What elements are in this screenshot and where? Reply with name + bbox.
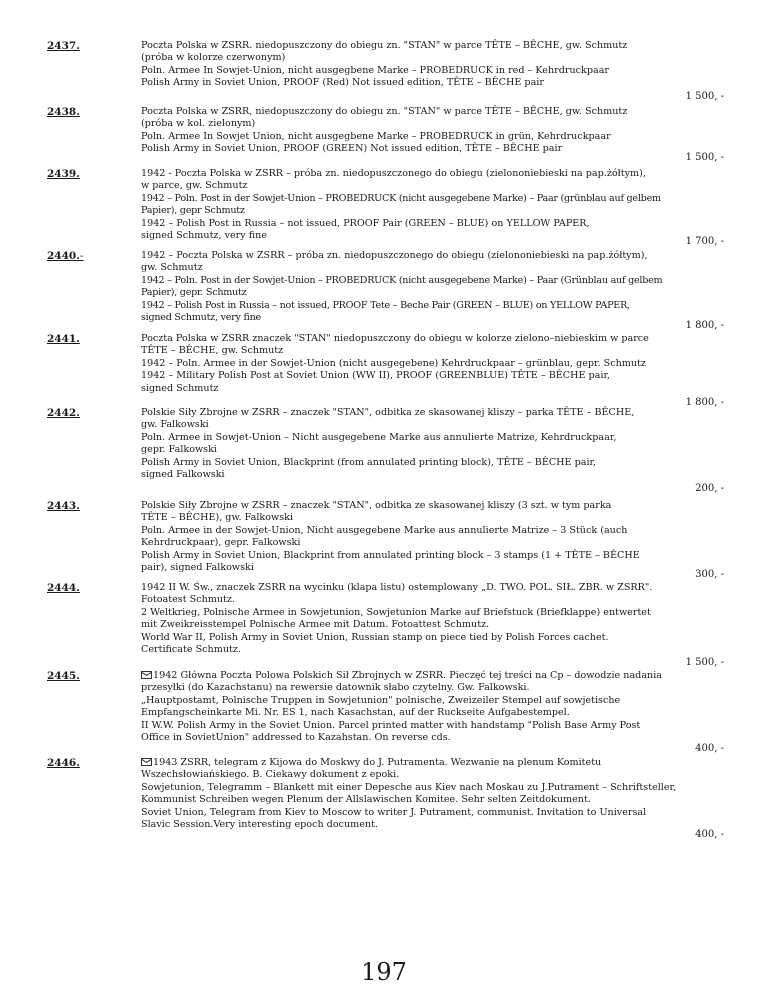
lot-description-text: 1942 Główna Poczta Polowa Polskich Sił Zbrojnych w ZSRR. Pieczęć tej treści na Cp – dowodzie nadania — [153, 670, 663, 681]
lot-description-line — [141, 594, 661, 606]
lot-description-text: (próba w kolorze czerwonym) — [141, 52, 286, 64]
lot-description-line — [141, 65, 661, 77]
lot-description-text: TÊTE – BÊCHE), gw. Falkowski — [141, 512, 294, 524]
envelope-icon — [141, 671, 152, 679]
lot-description-text: Polish Army in Soviet Union, Blackprint (from annulated printing block), TÊTE – BÊCHE pair, — [141, 456, 597, 468]
lot-description-line — [141, 732, 661, 744]
lot-description-line — [141, 345, 661, 357]
lot-description-line — [141, 358, 661, 370]
lot-description-line — [141, 619, 661, 631]
lot-description-line — [141, 525, 661, 537]
lot-description-line — [141, 682, 661, 694]
lot-description-line — [141, 106, 661, 118]
lot-description-line — [141, 143, 661, 155]
lot-description — [141, 407, 661, 481]
lot-description-line — [141, 370, 661, 382]
lot-description-line — [141, 562, 661, 574]
lot-description-text: signed Schmutz, very fine — [141, 312, 261, 324]
lot-description-line — [141, 769, 661, 781]
lot-description-text: Fotoatest Schmutz. — [141, 594, 235, 606]
lot-description-line — [141, 180, 661, 192]
lot-description-line — [141, 632, 661, 644]
lot-description-text: Poln. Armee In Sowjet-Union, nicht ausgegbene Marke – PROBEDRUCK in red – Kehrdruckpaar — [141, 64, 610, 76]
lot-price: 1 800, - — [685, 320, 724, 331]
lot-description-text: pair), signed Falkowski — [141, 562, 254, 574]
lot-number — [47, 670, 80, 682]
lot-description-line — [141, 537, 661, 549]
lot-number-suffix: - — [79, 250, 84, 262]
lot-description-line — [141, 383, 661, 395]
lot-description-text: Certificate Schmutz. — [141, 644, 241, 656]
lot-number-text: 2438. — [47, 106, 80, 118]
lot-description-line — [141, 807, 661, 819]
lot-description-text: Wszechsłowiańskiego. B. Ciekawy dokument z epoki. — [141, 769, 400, 781]
lot-description-text: 1942 – Polish Post in Russia – not issued, PROOF Pair (GREEN – BLUE) on YELLOW PAPER, — [141, 217, 590, 229]
lot-description-text: Sowjetunion, Telegramm – Blankett mit einer Depesche aus Kiev nach Moskau zu J.Putrament – Schriftsteller, — [141, 781, 677, 793]
lot-description-text: Poln. Armee in der Sowjet-Union, Nicht ausgegebene Marke aus annulierte Matrize – 3 Stück (auch — [141, 524, 628, 536]
lot-description-line — [141, 469, 661, 481]
envelope-icon — [141, 758, 152, 766]
lot-description — [141, 582, 661, 656]
lot-description-text: World War II, Polish Army in Soviet Union, Russian stamp on piece tied by Polish Forces cachet. — [141, 631, 609, 643]
lot-description-text: (próba w kol. zielonym) — [141, 118, 256, 130]
lot-description-line — [141, 52, 661, 64]
lot-number — [47, 500, 80, 512]
lot-description-line — [141, 312, 661, 324]
lot-number — [47, 582, 80, 594]
lot-description-text: 1942 – Polish Post in Russia – not issued, PROOF Tete – Beche Pair (GREEN – BLUE) on YELLOW PAPER, — [141, 299, 630, 311]
lot-description-line — [141, 757, 661, 769]
lot-description-text: 1942 – Military Polish Post at Soviet Union (WW II), PROOF (GREENBLUE) TÊTE – BÊCHE pair, — [141, 370, 611, 382]
lot-description-line — [141, 77, 661, 89]
lot-description — [141, 106, 661, 156]
lot-description-text: 1943 ZSRR, telegram z Kijowa do Moskwy do J. Putramenta. Wezwanie na plenum Komitetu — [153, 757, 602, 768]
lot-description-line — [141, 287, 661, 299]
lot-description-text: Poczta Polska w ZSRR znaczek "STAN" niedopuszczony do obiegu w kolorze zielono–niebieskim w parce — [141, 333, 649, 344]
lot-price: 1 500, - — [685, 657, 724, 668]
lot-number-text: 2439. — [47, 168, 80, 180]
lot-description-text: signed Falkowski — [141, 469, 225, 481]
lot-description-text: 1942 II W. Św., znaczek ZSRR na wycinku (klapa listu) ostemplowany „D. TWO. POL. SIŁ. ZBR. w ZSRR". — [141, 582, 653, 593]
lot-description-line — [141, 695, 661, 707]
lot-description-line — [141, 262, 661, 274]
lot-description-line — [141, 131, 661, 143]
lot-number-text: 2437. — [47, 40, 80, 52]
lot-description-text: gw. Falkowski — [141, 419, 209, 431]
lot-price: 1 700, - — [685, 236, 724, 247]
lot-description-text: Poczta Polska w ZSRR. niedopuszczony do obiegu zn. "STAN" w parce TÊTE – BÊCHE, gw. Schmutz — [141, 40, 628, 51]
lot-description-line — [141, 720, 661, 732]
lot-description-line — [141, 168, 661, 180]
lot-description-text: Slavic Session.Very interesting epoch document. — [141, 819, 379, 831]
lot-description — [141, 670, 661, 744]
lot-description-text: Poczta Polska w ZSRR, niedopuszczony do obiegu zn. "STAN" w parce TÊTE – BÊCHE, gw. Schmutz — [141, 106, 628, 117]
lot-description — [141, 250, 661, 324]
lot-description-text: TÊTE – BÊCHE, gw. Schmutz — [141, 345, 284, 357]
lot-description-text: „Hauptpostamt, Polnische Truppen in Sowjetunion" polnische, Zweizeiler Stempel auf sowjetische — [141, 694, 621, 706]
lot-description-line — [141, 118, 661, 130]
lot-number-text: 2440. — [47, 250, 80, 262]
lot-description-line — [141, 444, 661, 456]
lot-number-text: 2444. — [47, 582, 80, 594]
lot-description-text: Polskie Siły Zbrojne w ZSRR – znaczek "STAN", odbitka ze skasowanej kliszy (3 szt. w tym parka — [141, 500, 612, 511]
lot-description-line — [141, 432, 661, 444]
lot-description-text: gepr. Falkowski — [141, 444, 217, 456]
lot-description-text: mit Zweikreisstempel Polnische Armee mit Datum. Fotoattest Schmutz. — [141, 619, 490, 631]
page-number: 197 — [361, 958, 407, 986]
lot-description-line — [141, 550, 661, 562]
lot-description-text: 1942 - Poczta Polska w ZSRR – próba zn. niedopuszczonego do obiegu (zielononiebieski na pap.żółtym), — [141, 168, 646, 179]
lot-description-text: Kommunist Schreiben wegen Plenum der Allslawischen Komitee. Sehr selten Zeitdokument. — [141, 794, 591, 806]
lot-number — [47, 40, 80, 52]
lot-description-text: 1942 – Poln. Post in der Sowjet-Union – PROBEDRUCK (nicht ausgegebene Marke) – Paar (Grünblau auf gelbem — [141, 274, 663, 286]
lot-description-text: Polish Army in Soviet Union, PROOF (Red) Not issued edition, TÊTE – BÊCHE pair — [141, 77, 544, 89]
lot-price: 400, - — [695, 829, 724, 840]
lot-price: 1 500, - — [685, 91, 724, 102]
lot-description-line — [141, 500, 661, 512]
lot-number-text: 2441. — [47, 333, 80, 345]
lot-description-text: signed Schmutz, very fine — [141, 230, 267, 242]
lot-description-text: 1942 – Poln. Post in der Sowjet-Union – PROBEDRUCK (nicht ausgegebene Marke) – Paar (grünblau auf gelbem — [141, 192, 661, 204]
lot-number-text: 2443. — [47, 500, 80, 512]
lot-description-line — [141, 205, 661, 217]
lot-number — [47, 757, 80, 769]
lot-description-text: 1942 – Poczta Polska w ZSRR – próba zn. niedopuszczonego do obiegu (zielononiebieski na pap.żółtym), — [141, 250, 648, 261]
lot-description-line — [141, 300, 661, 312]
lot-description-text: Poln. Armee In Sowjet Union, nicht ausgegbene Marke – PROBEDRUCK in grün, Kehrdruckpaar — [141, 130, 611, 142]
lot-description — [141, 168, 661, 242]
lot-description-line — [141, 819, 661, 831]
lot-description-text: Soviet Union, Telegram from Kiev to Moscow to writer J. Putrament, communist. Invitation to Universal — [141, 806, 647, 818]
lot-description-line — [141, 707, 661, 719]
lot-description-line — [141, 275, 661, 287]
lot-description-line — [141, 407, 661, 419]
lot-description — [141, 40, 661, 90]
lot-number — [47, 333, 80, 345]
lot-description-line — [141, 230, 661, 242]
lot-description-text: Polskie Siły Zbrojne w ZSRR – znaczek "STAN", odbitka ze skasowanej kliszy – parka TÊTE – BÊCHE, — [141, 407, 635, 418]
lot-price: 1 800, - — [685, 397, 724, 408]
lot-description-text: Office in SovietUnion" addressed to Kazahstan. On reverse cds. — [141, 732, 451, 744]
lot-description — [141, 333, 661, 395]
lot-description-text: gw. Schmutz — [141, 262, 203, 274]
lot-description — [141, 500, 661, 574]
lot-description-text: Papier), gepr. Schmutz — [141, 287, 247, 299]
lot-description-line — [141, 419, 661, 431]
lot-description-line — [141, 582, 661, 594]
lot-price: 400, - — [695, 743, 724, 754]
lot-price: 300, - — [695, 569, 724, 580]
lot-description-text: Empfangscheinkarte Mi. Nr. ES 1, nach Kasachstan, auf der Ruckseite Aufgabestempel. — [141, 707, 570, 719]
lot-description-line — [141, 607, 661, 619]
lot-description-line — [141, 40, 661, 52]
lot-description-text: Poln. Armee in Sowjet-Union – Nicht ausgegebene Marke aus annulierte Matrize, Kehrdruckpaar, — [141, 431, 617, 443]
lot-number-text: 2445. — [47, 670, 80, 682]
lot-description-text: signed Schmutz — [141, 382, 219, 394]
lot-number — [47, 168, 80, 180]
lot-number-text: 2442. — [47, 407, 80, 419]
lot-price: 1 500, - — [685, 152, 724, 163]
lot-description-line — [141, 794, 661, 806]
lot-description-text: 2 Weltkrieg, Polnische Armee in Sowjetunion, Sowjetunion Marke auf Briefstuck (Briefklappe) entwertet — [141, 606, 651, 618]
lot-description-text: II W.W. Polish Army in the Soviet Union. Parcel printed matter with handstamp "Polish Base Army Post — [141, 719, 641, 731]
lot-description-text: Kehrdruckpaar), gepr. Falkowski — [141, 537, 301, 549]
lot-description-line — [141, 193, 661, 205]
lot-number — [47, 106, 80, 118]
lot-description-line — [141, 333, 661, 345]
lot-description-text: przesyłki (do Kazachstanu) na rewersie datownik słabo czytelny. Gw. Falkowski. — [141, 682, 530, 694]
lot-description-line — [141, 512, 661, 524]
lot-description-line — [141, 781, 677, 794]
lot-description-line — [141, 670, 661, 682]
lot-description-text: w parce, gw. Schmutz — [141, 180, 248, 192]
lot-description-text: Polish Army in Soviet Union, PROOF (GREEN) Not issued edition, TÊTE – BÊCHE pair — [141, 143, 563, 155]
lot-description-line — [141, 250, 661, 262]
lot-price: 200, - — [695, 483, 724, 494]
lot-number-text: 2446. — [47, 757, 80, 769]
lot-description — [141, 757, 677, 831]
lot-description-line — [141, 457, 661, 469]
lot-description-text: Papier), gepr Schmutz — [141, 205, 245, 217]
lot-description-line — [141, 218, 661, 230]
lot-description-text: 1942 – Poln. Armeе in der Sowjet-Union (nicht ausgegebene) Kehrdruckpaar – grünblau, gepr. Schmutz — [141, 357, 646, 369]
lot-description-text: Polish Army in Soviet Union, Blackprint from annulated printing block – 3 stamps (1 + TÊTE – BÊCHE — [141, 549, 640, 561]
lot-number — [47, 250, 83, 262]
lot-description-line — [141, 644, 661, 656]
lot-number — [47, 407, 80, 419]
